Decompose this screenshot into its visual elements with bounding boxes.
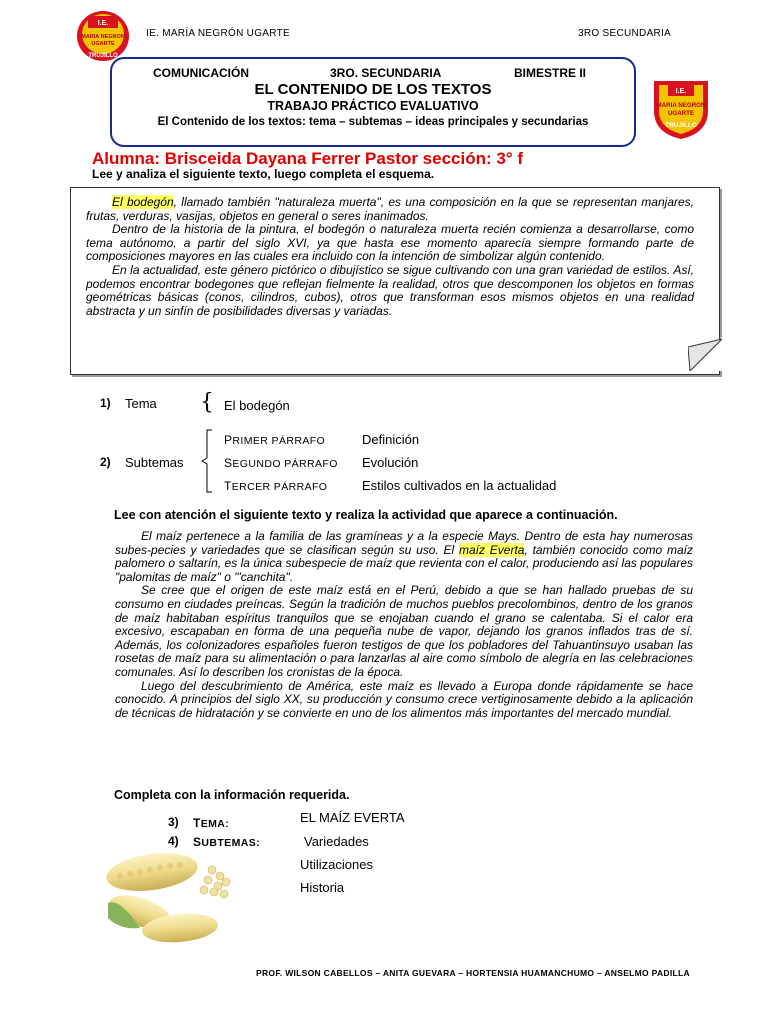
paragraph-2: Dentro de la historia de la pintura, el bodegón o naturaleza muerta recién comienza a desarrollarse, como tema autónomo, a partir del siglo XVI, ya que hasta ese momento aparecía siempre formando parte de composiciones mayores en las cuales era incluido con la intención de simbolizar algún contenido. xyxy=(86,222,694,264)
subject-label: COMUNICACIÓN xyxy=(153,66,249,80)
subtema-row-1-value: Definición xyxy=(362,432,420,447)
svg-text:I.E.: I.E. xyxy=(97,20,109,27)
highlighted-phrase: maíz Everta xyxy=(458,542,525,557)
student-line: Alumna: Brisceida Dayana Ferrer Pastor sección: 3° f xyxy=(92,149,524,168)
svg-text:TRUJILLO: TRUJILLO xyxy=(88,53,118,59)
scheme1-tema-number: 1) xyxy=(100,396,111,410)
subtema-row-3-value: Estilos cultivados en la actualidad xyxy=(362,478,557,493)
paragraph-3: En la actualidad, este género pictórico o dibujístico se sigue cultivando con una gran variedad de estilos. Así, podemos encontrar bodegones que reflejan fielmente la realidad, otros que descomponen los objetos en formas geométricas básicas (conos, cilindros, cubos), otros que transforman esos mismos objetos en una realidad abstracta y un sinfín de posibilidades diversas y variadas. xyxy=(86,262,694,318)
subtema-row-2-value: Evolución xyxy=(362,455,419,470)
instruction-3: Completa con la información requerida. xyxy=(114,788,350,802)
svg-text:MARIA NEGRON: MARIA NEGRON xyxy=(81,34,125,40)
svg-text:TRUJILLO: TRUJILLO xyxy=(665,122,697,129)
title-box xyxy=(110,57,636,147)
paragraph-1-text: , llamado también "naturaleza muerta", es una composición en la que se representan manjares, frutas, verduras, vasijas, objetos en general o seres inanimados. xyxy=(86,195,694,223)
corn-illustration xyxy=(100,848,240,946)
svg-text:UGARTE: UGARTE xyxy=(91,41,115,47)
highlighted-phrase: El bodegón xyxy=(112,195,174,209)
subtema-row-2-label: SEGUNDO PÁRRAFO xyxy=(224,456,338,470)
instruction-1: Lee y analiza el siguiente texto, luego completa el esquema. xyxy=(92,167,435,181)
paragraph-1 xyxy=(115,530,693,584)
scheme2-subtemas-label: SUBTEMAS: xyxy=(193,835,261,849)
paragraph-3: Luego del descubrimiento de América, este maíz es llevado a Europa donde rápidamente se hace conocido. A principios del siglo XX, su producción y consumo crece vertiginosamente debido a la aplicación de técnicas de hidratación y se convierte en uno de los alimentos más importantes del mercado mundial. xyxy=(115,678,693,720)
paragraph-1-start: El maíz pertenece a la familia de las gramíneas y a la especie Mays. Dentro de esta hay numerosas subes-pecies y variedades que se clasifican según su uso. El xyxy=(115,529,693,557)
instruction-2: Lee con atención el siguiente texto y realiza la actividad que aparece a continuación. xyxy=(114,508,618,522)
scheme2-tema-label: TEMA: xyxy=(193,816,230,830)
paragraph-1 xyxy=(86,196,694,223)
page-subtitle: TRABAJO PRÁCTICO EVALUATIVO xyxy=(267,99,479,113)
scheme2-subtema-2: Utilizaciones xyxy=(300,857,373,872)
paragraph-2: Se cree que el origen de este maíz está en el Perú, debido a que se han hallado pruebas de su consumo en ciudades preíncas. Según la tradición de muchos pueblos precolombinos, dentro de los granos de maíz habitaban espíritus tranquilos que se enojaban cuando el grano se calentaba. Si el calor era excesivo, escapaban en forma de una pequeña nube de vapor, dejando los granos inflados tras de sí. Además, los colonizadores españoles fueron testigos de que los pobladores del Tahuantinsuyo usaban las rosetas de maíz para su alimentación o para lanzarlas al aire como símbolo de alegría en las celebraciones comunales. Así lo describen los cronistas de la época. xyxy=(115,583,693,679)
grade-header: 3RO SECUNDARIA xyxy=(578,28,672,39)
footer-authors: PROF. WILSON CABELLOS – ANITA GUEVARA – HORTENSIA HUAMANCHUMO – ANSELMO PADILLA xyxy=(256,968,690,978)
scheme1-tema-value: El bodegón xyxy=(224,398,290,413)
page-curl-corner xyxy=(688,337,722,371)
school-crest-logo-left xyxy=(76,10,130,62)
page-title: EL CONTENIDO DE LOS TEXTOS xyxy=(254,81,492,98)
grade-label: 3RO. SECUNDARIA xyxy=(330,66,442,80)
scheme2-subtemas-number: 4) xyxy=(168,834,179,848)
brace-icon: { xyxy=(200,390,214,415)
scheme1-tema-label: Tema xyxy=(125,396,157,411)
svg-text:MARIA NEGRON: MARIA NEGRON xyxy=(656,102,706,109)
paragraph-1-end: , también conocido como maíz palomero o saltarín, es la única subespecie de maíz que revienta con el calor, produciendo así las populares "palomitas de maíz" o "'canchita". xyxy=(115,542,693,584)
scheme1-subtemas-number: 2) xyxy=(100,455,111,469)
reading-text-bodegon xyxy=(86,196,694,318)
term-label: BIMESTRE II xyxy=(514,66,587,80)
svg-text:UGARTE: UGARTE xyxy=(667,110,695,117)
scheme2-subtema-3: Historia xyxy=(300,880,345,895)
brace-icon xyxy=(198,428,214,494)
subtema-row-3-label: TERCER PÁRRAFO xyxy=(224,479,328,493)
svg-text:I.E.: I.E. xyxy=(675,88,687,95)
scheme2-tema-number: 3) xyxy=(168,815,179,829)
scheme1-subtemas-label: Subtemas xyxy=(125,455,184,470)
topics-line: El Contenido de los textos: tema – subtemas – ideas principales y secundarias xyxy=(157,116,589,128)
scheme2-subtema-1: Variedades xyxy=(304,834,369,849)
school-crest-logo-right xyxy=(646,75,716,141)
subtema-row-1-label: PRIMER PÁRRAFO xyxy=(224,433,326,447)
reading-box-bodegon xyxy=(70,187,720,375)
scheme2-tema-value: EL MAÍZ EVERTA xyxy=(300,810,405,825)
school-name: IE. MARÍA NEGRÓN UGARTE xyxy=(146,28,290,39)
